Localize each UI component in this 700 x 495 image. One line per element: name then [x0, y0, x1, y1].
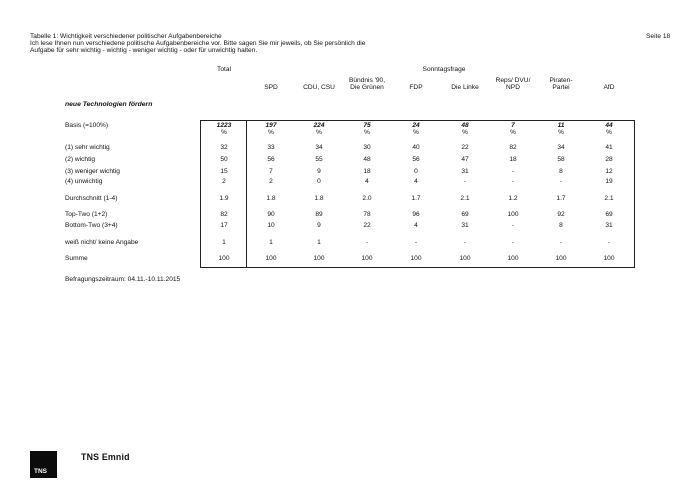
- table-cell: 18: [509, 156, 517, 163]
- table-cell: 4: [365, 178, 369, 185]
- table-cell: 0: [317, 178, 321, 185]
- column-header-line: NPD: [506, 84, 520, 91]
- percent-unit: %: [510, 129, 516, 136]
- table-cell: 2.1: [604, 195, 614, 202]
- column-header-line: AfD: [603, 84, 615, 91]
- percent-unit: %: [221, 129, 227, 136]
- percent-unit: %: [462, 129, 468, 136]
- table-cell: 69: [461, 211, 469, 218]
- page-number: Seite 18: [646, 33, 671, 40]
- table-cell: 55: [315, 156, 323, 163]
- table-cell: 19: [605, 178, 613, 185]
- table-cell: 58: [557, 156, 565, 163]
- caption-question-line: Aufgabe für sehr wichtig - wichtig - weniger wichtig - oder für unwichtig halten.: [30, 47, 258, 54]
- table-cell: 34: [315, 144, 323, 151]
- table-cell: 56: [267, 156, 275, 163]
- percent-unit: %: [413, 129, 419, 136]
- percent-unit: %: [364, 129, 370, 136]
- table-cell: -: [365, 239, 369, 246]
- row-label: (4) unwichtig: [65, 178, 103, 185]
- table-cell: 82: [220, 211, 228, 218]
- basis-cell: 7: [511, 122, 515, 129]
- row-label: Summe: [65, 255, 88, 262]
- basis-cell: 1223: [216, 122, 232, 129]
- table-cell: 0: [414, 168, 418, 175]
- column-header-line: Partei: [552, 84, 570, 91]
- table-cell: 100: [265, 255, 277, 262]
- table-cell: 100: [507, 255, 519, 262]
- table-cell: 100: [459, 255, 471, 262]
- table-cell: 31: [461, 168, 469, 175]
- column-header-line: CDU, CSU: [303, 84, 335, 91]
- column-header-line: Die Linke: [451, 84, 479, 91]
- table-cell: 1.7: [556, 195, 566, 202]
- topic-heading: neue Technologien fördern: [65, 101, 153, 108]
- column-header: [579, 84, 639, 91]
- table-cell: 28: [605, 156, 613, 163]
- table-cell: 8: [559, 168, 563, 175]
- basis-cell: 11: [557, 122, 565, 129]
- table-cell: 31: [605, 222, 613, 229]
- table-cell: 4: [414, 222, 418, 229]
- table-cell: 100: [313, 255, 325, 262]
- table-cell: 9: [317, 222, 321, 229]
- row-label: (3) weniger wichtig: [65, 168, 120, 175]
- table-cell: 34: [557, 144, 565, 151]
- table-cell: 33: [267, 144, 275, 151]
- total-column-divider: [246, 120, 247, 268]
- table-cell: 41: [605, 144, 613, 151]
- table-cell: 1.9: [219, 195, 229, 202]
- table-cell: -: [511, 222, 515, 229]
- basis-cell: 48: [461, 122, 469, 129]
- tns-logo: [30, 451, 57, 478]
- table-cell: 31: [461, 222, 469, 229]
- table-cell: 2.1: [460, 195, 470, 202]
- table-cell: 48: [363, 156, 371, 163]
- table-cell: 40: [412, 144, 420, 151]
- table-cell: 100: [361, 255, 373, 262]
- table-cell: -: [559, 178, 563, 185]
- brand-name: TNS Emnid: [81, 452, 130, 462]
- percent-unit: %: [558, 129, 564, 136]
- table-cell: 1: [269, 239, 273, 246]
- row-label: Durchschnitt (1-4): [65, 195, 118, 202]
- table-cell: 69: [605, 211, 613, 218]
- table-cell: 92: [557, 211, 565, 218]
- table-cell: 7: [269, 168, 273, 175]
- table-cell: -: [559, 239, 563, 246]
- table-cell: 9: [317, 168, 321, 175]
- table-caption: [30, 33, 365, 54]
- row-label: (1) sehr wichtig: [65, 144, 110, 151]
- table-cell: 8: [559, 222, 563, 229]
- percent-unit: %: [316, 129, 322, 136]
- table-cell: 32: [220, 144, 228, 151]
- table-cell: 100: [410, 255, 422, 262]
- table-cell: 30: [363, 144, 371, 151]
- tns-logo-text: TNS: [34, 468, 47, 475]
- basis-cell: 224: [313, 122, 325, 129]
- table-cell: 100: [218, 255, 230, 262]
- basis-cell: 44: [605, 122, 613, 129]
- table-cell: 15: [220, 168, 228, 175]
- table-cell: 22: [461, 144, 469, 151]
- table-cell: 56: [412, 156, 420, 163]
- table-cell: -: [607, 239, 611, 246]
- table-cell: -: [463, 178, 467, 185]
- table-cell: 96: [412, 211, 420, 218]
- table-cell: 10: [267, 222, 275, 229]
- percent-unit: %: [606, 129, 612, 136]
- table-cell: 47: [461, 156, 469, 163]
- table-cell: 50: [220, 156, 228, 163]
- table-cell: 2.0: [362, 195, 372, 202]
- column-header-line: FDP: [409, 84, 423, 91]
- basis-cell: 75: [363, 122, 371, 129]
- table-cell: 12: [605, 168, 613, 175]
- column-header-line: Bündnis '90,: [348, 77, 386, 84]
- table-cell: 4: [414, 178, 418, 185]
- table-cell: 78: [363, 211, 371, 218]
- basis-cell: 24: [412, 122, 420, 129]
- table-cell: 89: [315, 211, 323, 218]
- table-cell: 2: [269, 178, 273, 185]
- table-cell: 82: [509, 144, 517, 151]
- table-cell: -: [511, 168, 515, 175]
- table-cell: 1.2: [508, 195, 518, 202]
- table-cell: -: [414, 239, 418, 246]
- survey-period: Befragungszeitraum: 04.11.-10.11.2015: [65, 276, 181, 283]
- table-cell: 1.8: [314, 195, 324, 202]
- basis-cell: 197: [265, 122, 277, 129]
- table-cell: 18: [363, 168, 371, 175]
- table-cell: 90: [267, 211, 275, 218]
- table-cell: 100: [555, 255, 567, 262]
- table-cell: -: [511, 239, 515, 246]
- table-cell: 100: [507, 211, 519, 218]
- table-cell: 1: [317, 239, 321, 246]
- table-cell: -: [511, 178, 515, 185]
- table-cell: 22: [363, 222, 371, 229]
- column-header-line: Piraten-: [549, 77, 573, 84]
- table-cell: 1.7: [411, 195, 421, 202]
- row-label: Top-Two (1+2): [65, 211, 108, 218]
- caption-title: Tabelle 1: Wichtigkeit verschiedener politischer Aufgabenbereiche: [30, 33, 222, 40]
- column-header-line: Die Grünen: [350, 84, 384, 91]
- table-cell: 17: [220, 222, 228, 229]
- percent-unit: %: [268, 129, 274, 136]
- row-label: (2) wichtig: [65, 156, 96, 163]
- group-header-total: Total: [217, 66, 231, 73]
- caption-question-line: Ich lese Ihnen nun verschiedene politische Aufgabenbereiche vor. Bitte sagen Sie mir jeweils, ob Sie persönlich die: [30, 40, 366, 47]
- row-label: weiß nicht/ keine Angabe: [65, 239, 139, 246]
- table-cell: -: [463, 239, 467, 246]
- table-cell: 1.8: [266, 195, 276, 202]
- group-header-sonntagsfrage: Sonntagsfrage: [422, 66, 466, 73]
- table-cell: 2: [222, 178, 226, 185]
- column-header-line: SPD: [264, 84, 278, 91]
- row-label: Bottom-Two (3+4): [65, 222, 118, 229]
- column-header-line: Reps/ DVU/: [495, 77, 531, 84]
- table-cell: 100: [603, 255, 615, 262]
- basis-row-label: Basis (=100%): [65, 122, 109, 129]
- table-cell: 1: [222, 239, 226, 246]
